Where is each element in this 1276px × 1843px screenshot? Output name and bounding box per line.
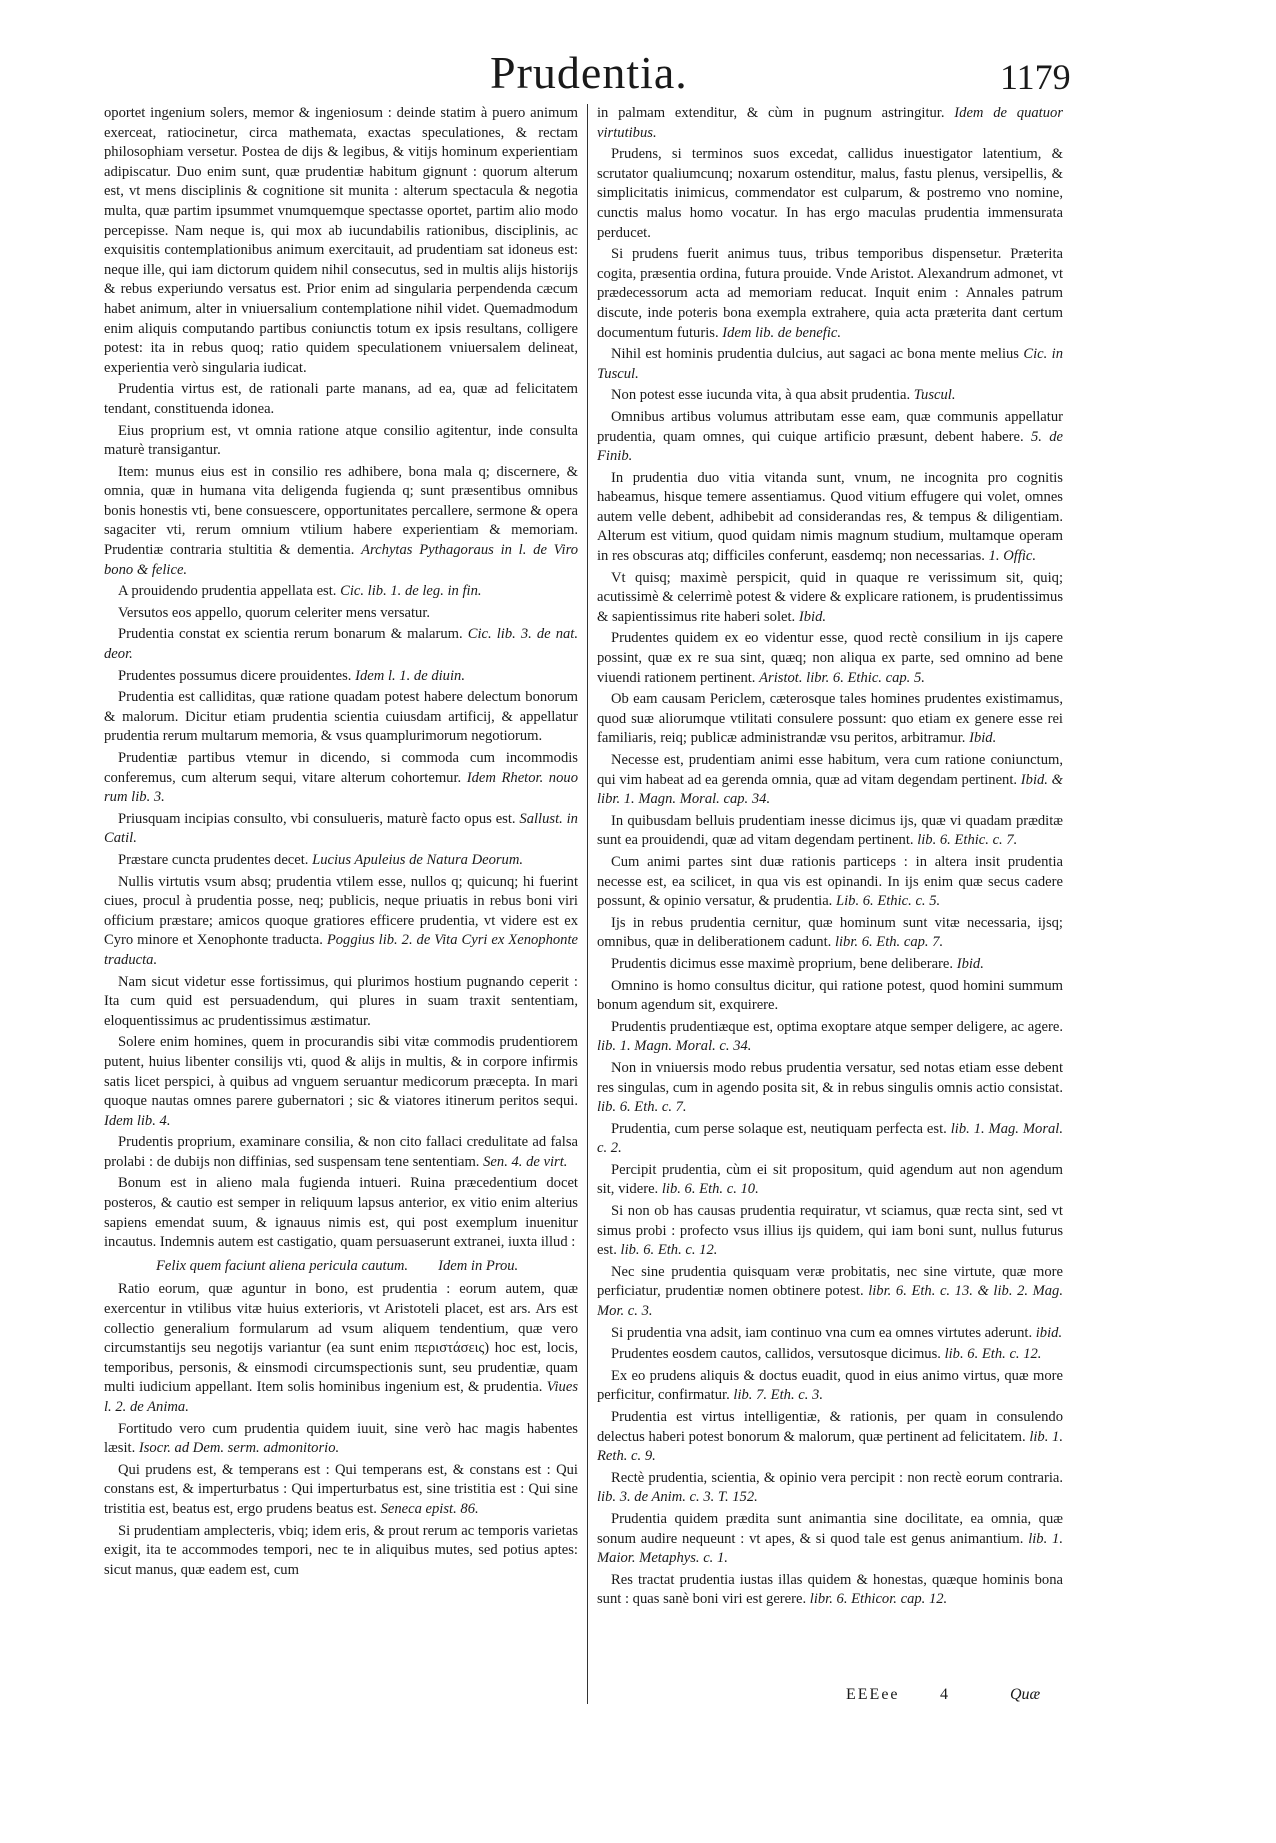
entry-paragraph	[104, 1280, 578, 1417]
citation: Ibid.	[798, 608, 827, 625]
entry-paragraph	[597, 629, 1063, 688]
entry-paragraph	[597, 1367, 1063, 1406]
entry-text: Prudentes eosdem cautos, callidos, versutosque dicimus.	[611, 1346, 941, 1363]
entry-text: oportet ingenium solers, memor & ingeniosum : deinde statim à puero animum exerceat, ratiocinetur, circa mathemata, exactas speculationes, & rectam philosophiam versetur. Postea de dijs & legibus, & vitijs hominum experientiam adipiscatur. Duo enim sunt, quæ prudentiæ habitum gignunt : quorum alterum est, vt mens disciplinis & cognitione sit munita : alterum spectacula & negotia multa, quæ partim ipsummet vnumquemque spectasse oportet, partim alio modo percepisse. Nam neque is, qui mox ab iucundabilis rationibus, disciplinis, ac exquisitis contemplationibus animum exercitauit, ad prudentiam sat idoneus est: neque ille, qui iam dictorum quidem nihil consecutus, sed in multis alijs historijs & rebus experiundo versatus est. Prior enim ad singularia perpendenda cæcum habet animum, alter in vniuersalium contemplatione nihil videt. Quemadmodum enim aliquis computando partibus coniunctis totum ex ipsis resultans, colligere potest: ita in rebus quoq; ratio quidem speculationem vniuersalem delineat, experientia verò singularia iudicat.	[104, 105, 578, 376]
entry-text: Prudentes possumus dicere prouidentes.	[118, 667, 352, 684]
citation: Viues l. 2. de Anima.	[104, 1379, 578, 1415]
entry-paragraph	[104, 667, 578, 687]
entry-text: Prudentis proprium, examinare consilia, & non cito fallaci credulitate ad falsa prolabi : de dubijs non diffinias, sed suspensam tene sententiam.	[104, 1134, 578, 1170]
citation: Poggius lib. 2. de Vita Cyri ex Xenophonte traducta.	[104, 932, 578, 968]
entry-text: Omnino is homo consultus dicitur, qui ratione potest, quod homini summum bonum agendum sit, exquirere.	[597, 977, 1063, 1014]
entry-text: Nec sine prudentia quisquam veræ probitatis, nec sine virtute, quæ more perficiatur, prudentiæ nomen obtinere potest.	[597, 1263, 1063, 1300]
entry-text: Prudentia est virtus intelligentiæ, & rationis, per quam in consulendo delectus haberi potest bonorum & malorum, quæ pertinent ad felicitatem.	[597, 1409, 1063, 1445]
citation: Idem de quatuor virtutibus.	[597, 105, 1063, 141]
entry-text: Item: munus eius est in consilio res adhibere, bona mala q; discernere, & omnia, quæ in humana vita deligenda fugienda q; sunt præsentibus omnibus bonis honestis vti, bene consuescere, opportunitates percallere, sermone & opera sagaciter vti, rerum omnium vtilium habere experientiam & memoriam. Prudentiæ contraria stultitia & dementia.	[104, 463, 578, 559]
citation: Sallust. in Catil.	[104, 810, 578, 847]
entry-paragraph	[597, 914, 1063, 953]
entry-text: In prudentia duo vitia vitanda sunt, vnum, ne incognita pro cognitis habeamus, hisque temere assentiamus. Quod vitium effugere qui volet, omnes autem velle debent, adhibebit ad considerandas res, & tempus & diligentiam. Alterum est vitium, quod quidam nimis magnum studium, multamque operam in res obscuras atq; difficiles conferunt, easdemq; non necessarias.	[597, 469, 1063, 565]
citation: lib. 1. Maior. Metaphys. c. 1.	[597, 1530, 1063, 1567]
entry-paragraph	[104, 1420, 578, 1459]
entry-paragraph	[104, 1033, 578, 1131]
entry-paragraph	[104, 463, 578, 581]
entry-paragraph	[597, 469, 1063, 567]
entry-text: Bonum est in alieno mala fugienda intueri. Ruina præcedentium docet posteros, & cautio est semper in reliquum lapsus anterior, ex vitio enim alterius sapiens emendat suum, & ignauus nimis est, qui post exemplum inuenitur incautus. Indemnis autem est castigatio, quam persuaserunt extranei, iuxta illud :	[104, 1175, 578, 1251]
entry-text: Ratio eorum, quæ aguntur in bono, est prudentia : eorum autem, quæ exercentur in vtilibus vitæ huius exterioris, vt Aristoteli placet, est ars. Ars est collectio generalium formularum ad vsum aliquem tendentium, quæ vero circumstantijs seu negotijs variantur (ea sunt enim περιστάσεις) hoc est, locis, temporibus, personis, & einsmodi circumspectionis sunt, seu prudentiæ, quam multi iudicium appellant. Item solis hominibus ingenium est, & prudentia.	[104, 1281, 578, 1396]
entry-text: Qui prudens est, & temperans est : Qui temperans est, & constans est : Qui constans est, & imperturbatus : Qui imperturbatus est, sine tristitia est : Qui sine tristitia est, beatus est, ergo prudens beatus est.	[104, 1461, 578, 1517]
entry-text: Eius proprium est, vt omnia ratione atque consilio agitentur, inde consulta maturè transigantur.	[104, 422, 578, 459]
entry-text: Prudentes quidem ex eo videntur esse, quod rectè consilium in ijs capere possint, quæ ex re sua sint, quæq; non aliqua ex parte, sed omnino ad bene viuendi rationem pertinent.	[597, 630, 1063, 686]
entry-text: Ijs in rebus prudentia cernitur, quæ hominum sunt vitæ necessaria, ijsq; omnibus, quæ in deliberationem cadunt.	[597, 914, 1063, 951]
entry-paragraph	[597, 569, 1063, 628]
entry-paragraph	[597, 690, 1063, 749]
entry-text: Non in vniuersis modo rebus prudentia versatur, sed notas etiam esse debent res singulas, cum in agendo posita sit, & in rebus singulis omnis actio consistat.	[597, 1059, 1063, 1096]
citation: Cic. in Tuscul.	[597, 346, 1063, 382]
entry-paragraph	[104, 422, 578, 461]
left-column	[104, 104, 578, 1694]
entry-paragraph	[597, 1202, 1063, 1261]
citation: lib. 1. Magn. Moral. c. 34.	[597, 1038, 752, 1055]
entry-paragraph	[597, 1571, 1063, 1610]
entry-paragraph	[104, 582, 578, 602]
entry-paragraph	[597, 853, 1063, 912]
entry-text: Cum animi partes sint duæ rationis particeps : in altera insit prudentia necesse est, ea scilicet, in qua vis est opinandi. In ijs enim quæ secus cadere possunt, & opinio versatur, & prudentia.	[597, 853, 1063, 910]
entry-paragraph	[597, 1059, 1063, 1118]
entry-text: Ex eo prudens aliquis & doctus euadit, quod in eius animo virtus, quæ more perficitur, confirmatur.	[597, 1367, 1063, 1404]
entry-paragraph	[597, 1408, 1063, 1467]
entry-text: Omnibus artibus volumus attributam esse eam, quæ communis appellatur prudentia, quam omnes, qui cuique artificio præsunt, debent habere.	[597, 408, 1063, 445]
entry-text: Prudentia virtus est, de rationali parte manans, ad ea, quæ ad felicitatem tendant, constituenda idonea.	[104, 381, 578, 417]
citation: Cic. lib. 1. de leg. in fin.	[340, 583, 482, 600]
entry-paragraph	[597, 1324, 1063, 1344]
citation: Isocr. ad Dem. serm. admonitorio.	[138, 1440, 340, 1457]
entry-text: Prudentiæ partibus vtemur in dicendo, si commoda cum incommodis conferemus, cum alterum sequi, vitare alterum cohortemur.	[104, 750, 578, 786]
citation: Tuscul.	[913, 387, 956, 404]
citation: Lib. 6. Ethic. c. 5.	[835, 893, 941, 910]
citation: libr. 6. Eth. cap. 7.	[834, 934, 944, 951]
entry-text: Prudentia est calliditas, quæ ratione quadam potest habere delectum bonorum & malorum. Dicitur etiam prudentia scientia cuiusdam artificij, & appellatur prudentia rerum multarum memoria, & vsus quamplurimorum negotiorum.	[104, 689, 578, 745]
entry-paragraph	[597, 345, 1063, 384]
entry-paragraph	[597, 1161, 1063, 1200]
entry-text: in palmam extenditur, & cùm in pugnum astringitur.	[597, 105, 945, 121]
entry-text: Si prudentia vna adsit, iam continuo vna cum ea omnes virtutes aderunt.	[611, 1324, 1033, 1341]
citation: lib. 3. de Anim. c. 3. T. 152.	[597, 1489, 758, 1506]
entry-paragraph	[104, 810, 578, 849]
signature-mark: EEEee	[846, 1686, 900, 1703]
entry-paragraph	[597, 1469, 1063, 1508]
entry-paragraph	[597, 386, 1063, 406]
entry-paragraph	[597, 1120, 1063, 1159]
citation: Aristot. libr. 6. Ethic. cap. 5.	[759, 669, 925, 686]
right-column	[597, 104, 1063, 1694]
entry-text: Præstare cuncta prudentes decet.	[118, 851, 309, 868]
entry-paragraph	[104, 688, 578, 747]
entry-text: Prudentis prudentiæque est, optima exoptare atque semper deligere, ac agere.	[611, 1018, 1063, 1035]
running-title: Prudentia.	[490, 47, 688, 98]
citation: Lucius Apuleius de Natura Deorum.	[312, 851, 524, 868]
entry-text: Prudentia constat ex scientia rerum bonarum & malarum.	[118, 626, 463, 643]
entry-text: Solere enim homines, quem in procurandis sibi vitæ commodis prudentiorem putent, huius libenter consilijs vti, quod & alijs in multis, & in corpore infirmis satis licet perspici, à quibus ad vnguem seruantur medicorum præcepta. In mari quoque nautas omnes parere gubernatori ; sic & viatores itinerum peritos sequi.	[104, 1034, 578, 1110]
entry-paragraph	[597, 245, 1063, 343]
citation: Idem lib. de benefic.	[722, 324, 841, 341]
citation: libr. 6. Ethicor. cap. 12.	[809, 1591, 948, 1608]
entry-text: Ob eam causam Periclem, cæterosque tales homines prudentes existimamus, quod suæ aliorumque vtilitati consulere possunt: quo etiam ex genere esse rei familiaris, reiq; publicæ administrandæ vsu peritos, arbitramur.	[597, 691, 1063, 747]
entry-paragraph	[597, 1510, 1063, 1569]
entry-text: Priusquam incipias consulto, vbi consulueris, maturè facto opus est.	[118, 810, 516, 827]
entry-text: Nam sicut videtur esse fortissimus, qui plurimos hostium pugnando ceperit : Ita cum quid est persuadendum, qui plures in suam traxit sententiam, eloquentissimus ac prudentissimus æstimatur.	[104, 973, 578, 1029]
citation: Sen. 4. de virt.	[483, 1153, 568, 1170]
entry-text: Nihil est hominis prudentia dulcius, aut sagaci ac bona mente melius	[611, 346, 1019, 363]
verse-text: Felix quem faciunt aliena pericula cautum.	[156, 1257, 409, 1274]
citation: lib. 6. Eth. c. 7.	[597, 1099, 687, 1116]
entry-paragraph	[597, 812, 1063, 851]
citation: libr. 6. Eth. c. 13. & lib. 2. Mag. Mor. c. 3.	[597, 1283, 1063, 1320]
citation: Cic. lib. 3. de nat. deor.	[104, 626, 578, 663]
entry-paragraph	[104, 1174, 578, 1252]
entry-text: Prudentia, cum perse solaque est, neutiquam perfecta est.	[611, 1120, 947, 1137]
entry-paragraph	[104, 973, 578, 1032]
citation: lib. 7. Eth. c. 3.	[733, 1387, 823, 1404]
entry-text: Prudentis dicimus esse maximè proprium, bene deliberare.	[611, 955, 954, 972]
entry-paragraph	[104, 380, 578, 419]
citation: lib. 6. Ethic. c. 7.	[917, 832, 1018, 849]
citation: Idem lib. 4.	[104, 1112, 171, 1129]
entry-text: Prudens, si terminos suos excedat, callidus inuestigator latentium, & scrutator qualiumcunq; noxarum ostenditur, malus, fastu plenus, versipellis, & simplicitatis inimicus, commendator est culparum, & postremo vno nomine, cunctis malus homo vocatur. In has ergo maculas prudentia immensurata perducet.	[597, 146, 1063, 241]
entry-paragraph	[597, 408, 1063, 467]
entry-paragraph	[104, 1133, 578, 1172]
entry-text: Fortitudo vero cum prudentia quidem iuuit, sine verò hac magis habentes læsit.	[104, 1420, 578, 1457]
entry-text: Prudentia quidem prædita sunt animantia sine docilitate, ea omnia, quæ sonum audire nequeunt : vt apes, & si quod tale est genus animantium.	[597, 1510, 1063, 1547]
entry-text: Res tractat prudentia iustas illas quidem & honestas, quæque hominis bona sunt : quas sanè boni viri est gerere.	[597, 1571, 1063, 1608]
entry-paragraph	[597, 1263, 1063, 1322]
entry-paragraph	[104, 851, 578, 871]
column-divider	[587, 104, 588, 1704]
entry-paragraph	[104, 1522, 578, 1581]
entry-paragraph	[104, 625, 578, 664]
citation: lib. 1. Mag. Moral. c. 2.	[597, 1120, 1063, 1157]
entry-paragraph	[597, 751, 1063, 810]
catchword: Quæ	[1010, 1686, 1041, 1703]
entry-paragraph	[104, 749, 578, 808]
entry-paragraph	[597, 977, 1063, 1016]
citation: Idem Rhetor. nouo rum lib. 3.	[104, 769, 578, 806]
entry-text: Necesse est, prudentiam animi esse habitum, vera cum ratione coniunctum, qui vim habeat ad ea gerenda omnia, quæ ad vitam degendam pertinent.	[597, 752, 1063, 788]
citation: lib. 6. Eth. c. 12.	[620, 1242, 718, 1259]
entry-text: Vt quisq; maximè perspicit, quid in quaque re verissimum sit, quiq; acutissimè & celerrimè potest & videre & explicare rationem, is prudentissimus & sapientissimus rite haberi solet.	[597, 569, 1063, 625]
entry-paragraph	[104, 873, 578, 971]
entry-paragraph	[597, 955, 1063, 975]
entry-paragraph	[597, 104, 1063, 143]
citation: ibid.	[1035, 1324, 1063, 1341]
entry-text: Rectè prudentia, scientia, & opinio vera percipit : non rectè eorum contraria.	[611, 1469, 1063, 1486]
entry-text: A prouidendo prudentia appellata est.	[118, 583, 337, 600]
entry-text: Non potest esse iucunda vita, à qua absit prudentia.	[611, 387, 911, 404]
verse-quote	[104, 1257, 578, 1277]
signature-number: 4	[940, 1686, 948, 1703]
entry-text: Nullis virtutis vsum absq; prudentia vtilem esse, nullos q; quicunq; hi fuerint ciues, procul à prudentia posse, neq; publicis, neque priuatis in rebus boni viri officium præstare; amicos quoque gratiores efficere prudentia, vt videre est ex Cyro minore et Xenophonte traducta.	[104, 873, 578, 949]
citation: Ibid.	[969, 730, 997, 747]
entry-text: Percipit prudentia, cùm ei sit propositum, quid agendum aut non agendum sit, videre.	[597, 1161, 1063, 1198]
entry-paragraph	[104, 1461, 578, 1520]
entry-paragraph	[104, 104, 578, 378]
citation: lib. 1. Reth. c. 9.	[597, 1428, 1063, 1465]
entry-text: Si prudens fuerit animus tuus, tribus temporibus dispensetur. Præterita cogita, præsentia ordina, futura prouide. Vnde Aristot. Alexandrum admonet, vt prædecessorum acta ad memoriam reducat. Inquit enim : Annales patrum discute, inde poteris bona exempla extrahere, quia acta præterita dant certum documentum futuris.	[597, 246, 1063, 341]
entry-text: Si prudentiam amplecteris, vbiq; idem eris, & prout rerum ac temporis varietas exigit, ita te accommodes tempori, nec te in aliquibus mutes, sed potius aptes: sicut manus, quæ eadem est, cum	[104, 1522, 578, 1578]
citation: Idem l. 1. de diuin.	[355, 667, 465, 684]
citation: Ibid. & libr. 1. Magn. Moral. cap. 34.	[597, 771, 1063, 808]
citation: Idem in Prou.	[438, 1257, 519, 1274]
entry-paragraph	[597, 1018, 1063, 1057]
citation: lib. 6. Eth. c. 12.	[944, 1346, 1042, 1363]
entry-paragraph	[104, 604, 578, 624]
citation: Archytas Pythagoraus in l. de Viro bono & felice.	[104, 542, 578, 578]
entry-text: In quibusdam belluis prudentiam inesse dicimus ijs, quæ vi quadam præditæ sunt ea prouidendi, quæ ad vitam degendam pertinent.	[597, 812, 1063, 849]
citation: 5. de Finib.	[597, 428, 1063, 465]
entry-text: Versutos eos appello, quorum celeriter mens versatur.	[118, 604, 431, 621]
entry-paragraph	[597, 1345, 1063, 1365]
citation: Seneca epist. 86.	[380, 1500, 479, 1517]
citation: Ibid.	[956, 955, 984, 972]
citation: 1. Offic.	[988, 548, 1037, 565]
page-number: 1179	[1000, 57, 1071, 97]
citation: lib. 6. Eth. c. 10.	[661, 1181, 759, 1198]
entry-text: Si non ob has causas prudentia requiratur, vt sciamus, quæ recta sint, sed vt simus probi : profecto vsus illius ijs quidem, qui iam boni sunt, nullus futurus est.	[597, 1203, 1063, 1259]
entry-paragraph	[597, 145, 1063, 243]
